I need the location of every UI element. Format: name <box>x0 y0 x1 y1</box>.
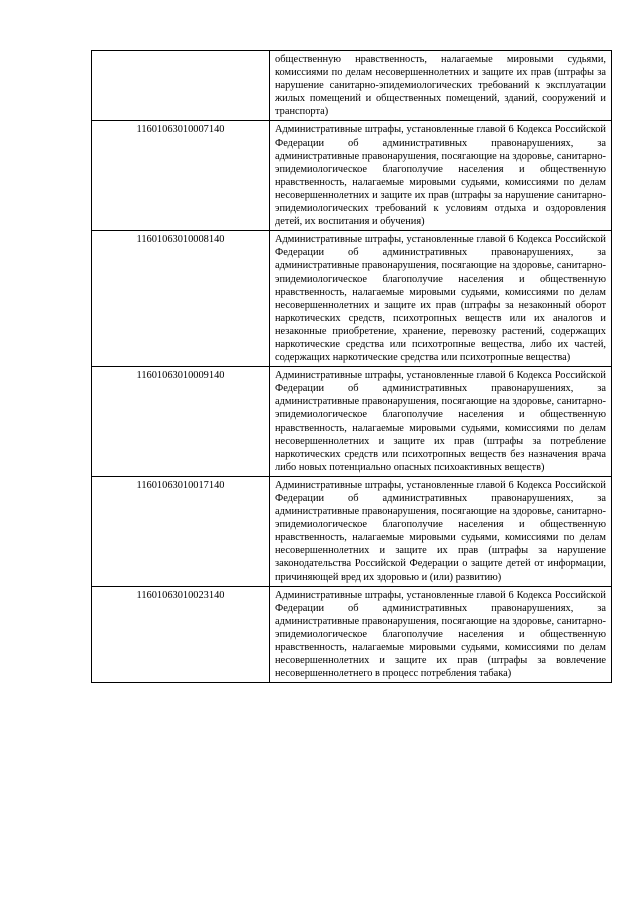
table-row <box>92 367 612 477</box>
table-row <box>92 231 612 367</box>
description-cell: Административные штрафы, установленные главой 6 Кодекса Российской Федерации об административных правонарушениях, за административные правонарушения, посягающие на здоровье, санитарно-эпидемиологическое благополучие населения и общественную нравственность, налагаемые мировыми судьями, комиссиями по делам несовершеннолетних и защите их прав (штрафы за нарушение законодательства Российской Федерации о защите детей от информации, причиняющей вред их здоровью и (или) развитию) <box>270 476 612 586</box>
table-row <box>92 476 612 586</box>
table-row <box>92 586 612 683</box>
kbk-code-cell: 11601063010017140 <box>92 476 270 586</box>
kbk-code-cell: 11601063010007140 <box>92 121 270 231</box>
description-cell: общественную нравственность, налагаемые мировыми судьями, комиссиями по делам несовершеннолетних и защите их прав (штрафы за нарушение санитарно-эпидемиологических требований к эксплуатации жилых помещений и общественных помещений, зданий, сооружений и транспорта) <box>270 51 612 121</box>
description-cell: Административные штрафы, установленные главой 6 Кодекса Российской Федерации об административных правонарушениях, за административные правонарушения, посягающие на здоровье, санитарно-эпидемиологическое благополучие населения и общественную нравственность, налагаемые мировыми судьями, комиссиями по делам несовершеннолетних и защите их прав (штрафы за незаконный оборот наркотических средств, психотропных веществ или их аналогов и незаконные приобретение, хранение, перевозку растений, содержащих наркотические средства или психотропные вещества, либо их частей, содержащих наркотические средства или психотропные вещества) <box>270 231 612 367</box>
kbk-code-cell: 11601063010023140 <box>92 586 270 683</box>
table-row <box>92 121 612 231</box>
kbk-code-cell <box>92 51 270 121</box>
table-row <box>92 51 612 121</box>
description-cell: Административные штрафы, установленные главой 6 Кодекса Российской Федерации об административных правонарушениях, за административные правонарушения, посягающие на здоровье, санитарно-эпидемиологическое благополучие населения и общественную нравственность, налагаемые мировыми судьями, комиссиями по делам несовершеннолетних и защите их прав (штрафы за вовлечение несовершеннолетнего в процесс потребления табака) <box>270 586 612 683</box>
kbk-code-cell: 11601063010008140 <box>92 231 270 367</box>
description-cell: Административные штрафы, установленные главой 6 Кодекса Российской Федерации об административных правонарушениях, за административные правонарушения, посягающие на здоровье, санитарно-эпидемиологическое благополучие населения и общественную нравственность, налагаемые мировыми судьями, комиссиями по делам несовершеннолетних и защите их прав (штрафы за потребление наркотических средств или психотропных веществ без назначения врача либо новых потенциально опасных психоактивных веществ) <box>270 367 612 477</box>
budget-codes-table <box>91 50 612 683</box>
kbk-code-cell: 11601063010009140 <box>92 367 270 477</box>
description-cell: Административные штрафы, установленные главой 6 Кодекса Российской Федерации об административных правонарушениях, за административные правонарушения, посягающие на здоровье, санитарно-эпидемиологическое благополучие населения и общественную нравственность, налагаемые мировыми судьями, комиссиями по делам несовершеннолетних и защите их прав (штрафы за нарушение санитарно-эпидемиологических требований к условиям отдыха и оздоровления детей, их воспитания и обучения) <box>270 121 612 231</box>
